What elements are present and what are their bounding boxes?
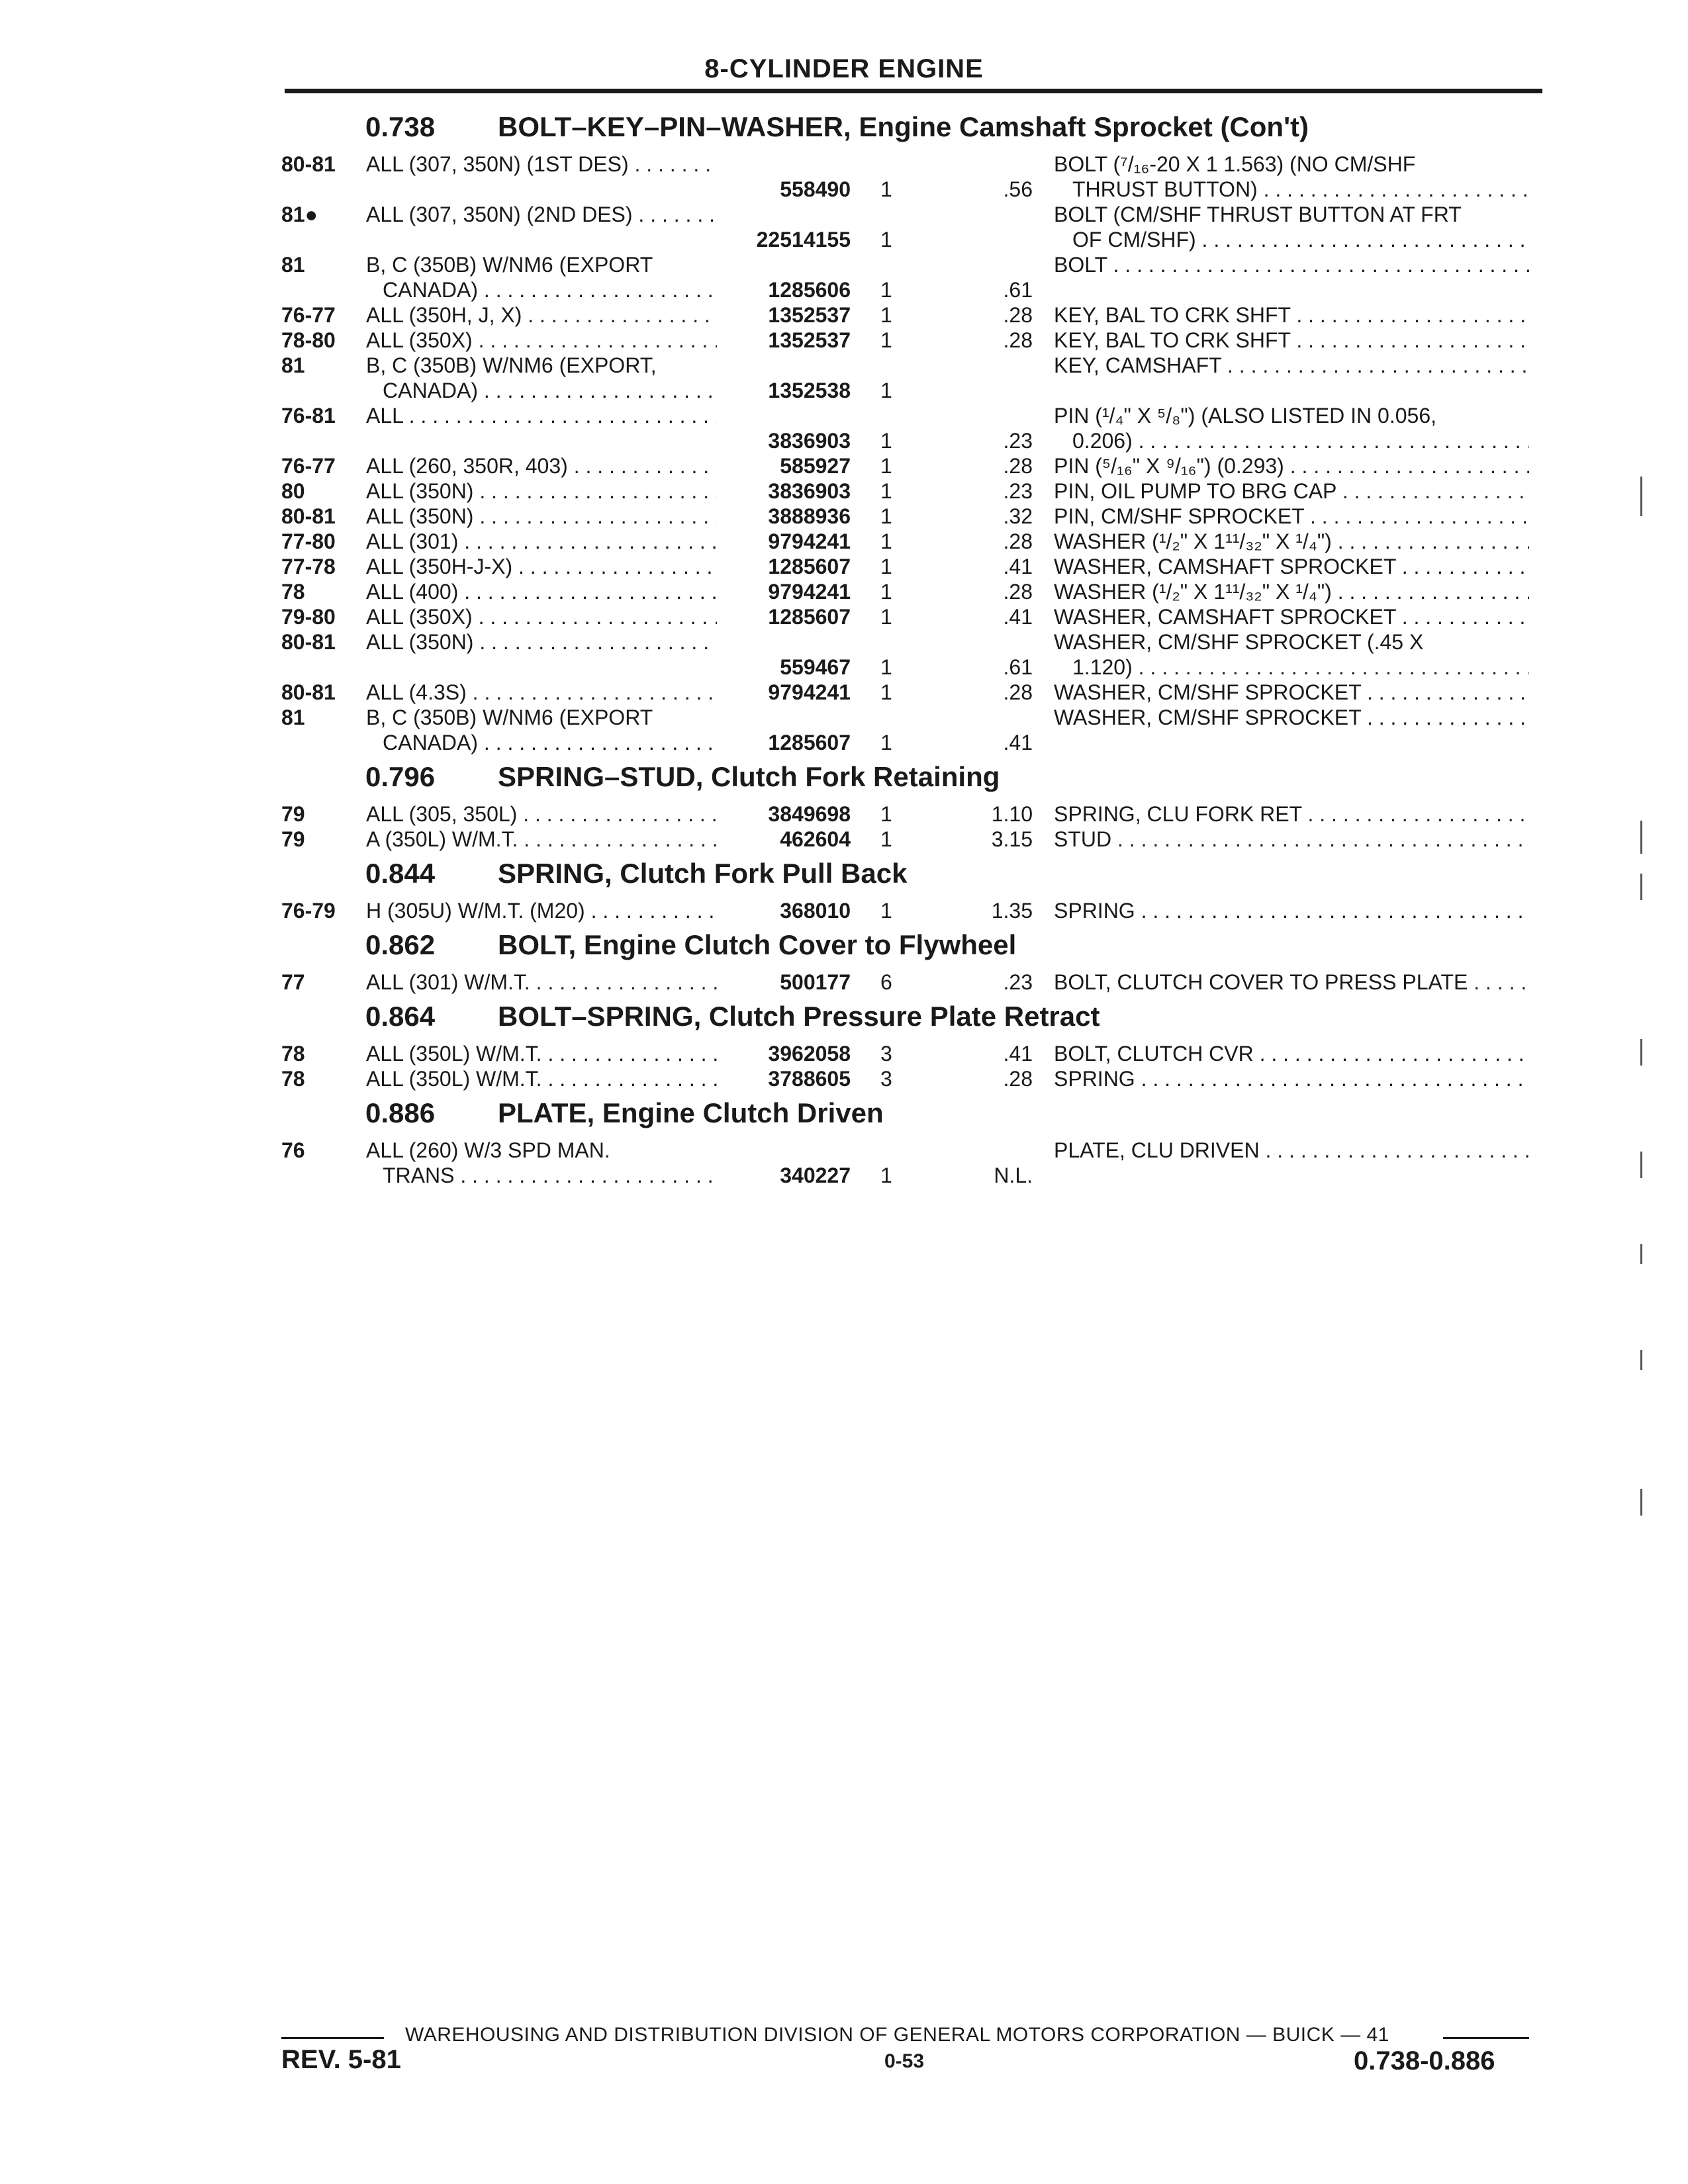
model-year: 76 <box>281 1138 305 1162</box>
footer-rule-left <box>281 2037 384 2039</box>
quantity: 1 <box>880 827 892 851</box>
margin-mark <box>1640 1152 1642 1178</box>
parts-row <box>0 529 1688 555</box>
part-description: BOLT . . . <box>1054 253 1529 277</box>
list-price: .61 <box>1003 655 1033 679</box>
application: ALL (350N) . . . <box>366 504 717 529</box>
quantity: 1 <box>880 1163 892 1187</box>
application: ALL (350L) W/M.T. . . . <box>366 1042 717 1066</box>
list-price: .41 <box>1003 605 1033 629</box>
model-year: 80-81 <box>281 504 336 528</box>
parts-row <box>0 605 1688 630</box>
section-title: SPRING–STUD, Clutch Fork Retaining <box>498 761 1000 792</box>
list-price: .41 <box>1003 731 1033 754</box>
parts-row <box>0 504 1688 529</box>
parts-row-line <box>0 228 1688 253</box>
parts-row <box>0 353 1688 404</box>
part-description: BOLT, CLUTCH CVR . . . <box>1054 1042 1529 1066</box>
parts-row-line <box>0 1138 1688 1163</box>
parts-row-line <box>0 899 1688 924</box>
section-number: 0.864 <box>365 1001 436 1032</box>
quantity: 1 <box>880 802 892 826</box>
parts-row-line <box>0 529 1688 555</box>
model-year: 77-80 <box>281 529 336 553</box>
application: B, C (350B) W/NM6 (EXPORT, <box>366 353 657 377</box>
parts-row-line <box>0 1163 1688 1189</box>
model-year: 80-81 <box>281 152 336 176</box>
section-heading <box>0 995 1688 1042</box>
application: CANADA) . . . <box>383 278 717 302</box>
section-heading <box>0 756 1688 802</box>
model-year: 76-77 <box>281 303 336 327</box>
quantity: 1 <box>880 177 892 201</box>
quantity: 1 <box>880 228 892 251</box>
part-number: 1352538 <box>768 379 851 402</box>
parts-row-line <box>0 680 1688 705</box>
parts-row-line <box>0 177 1688 203</box>
quantity: 1 <box>880 580 892 604</box>
application: H (305U) W/M.T. (M20) . . . <box>366 899 717 923</box>
part-description: KEY, BAL TO CRK SHFT . . . <box>1054 328 1529 353</box>
parts-row-line <box>0 454 1688 479</box>
quantity: 1 <box>880 555 892 578</box>
parts-row <box>0 899 1688 924</box>
parts-row-line <box>0 655 1688 680</box>
model-year: 81 <box>281 705 305 729</box>
part-number: 585927 <box>780 454 851 478</box>
list-price: .28 <box>1003 328 1033 352</box>
part-number: 3836903 <box>768 429 851 453</box>
list-price: .23 <box>1003 429 1033 453</box>
list-price: .28 <box>1003 303 1033 327</box>
section-title: PLATE, Engine Clutch Driven <box>498 1097 884 1128</box>
footer-publisher: WAREHOUSING AND DISTRIBUTION DIVISION OF GENERAL MOTORS CORPORATION — BUICK — 41 <box>405 2024 1389 2046</box>
model-year: 78 <box>281 1042 305 1066</box>
section-number: 0.738 <box>365 111 436 142</box>
parts-row-line <box>0 970 1688 995</box>
model-year: 76-79 <box>281 899 336 923</box>
part-number: 9794241 <box>768 680 851 704</box>
part-description: THRUST BUTTON) . . . <box>1072 177 1529 202</box>
quantity: 1 <box>880 731 892 754</box>
part-number: 368010 <box>780 899 851 923</box>
part-description: 1.120) . . . <box>1072 655 1529 680</box>
application: ALL (350N) . . . <box>366 630 717 655</box>
model-year: 78-80 <box>281 328 336 352</box>
list-price: .23 <box>1003 970 1033 994</box>
model-year: 78 <box>281 580 305 604</box>
parts-row <box>0 328 1688 353</box>
quantity: 1 <box>880 899 892 923</box>
part-number: 1285607 <box>768 555 851 578</box>
quantity: 1 <box>880 479 892 503</box>
parts-row <box>0 203 1688 253</box>
application: ALL (301) W/M.T. . . . <box>366 970 717 995</box>
application: ALL (400) . . . <box>366 580 717 604</box>
parts-row <box>0 404 1688 454</box>
section-title: BOLT–SPRING, Clutch Pressure Plate Retract <box>498 1001 1100 1032</box>
list-price: .28 <box>1003 454 1033 478</box>
part-description: KEY, CAMSHAFT . . . <box>1054 353 1529 378</box>
quantity: 3 <box>880 1067 892 1091</box>
model-year: 80-81 <box>281 630 336 654</box>
list-price: 1.10 <box>991 802 1033 826</box>
quantity: 3 <box>880 1042 892 1066</box>
part-description: BOLT, CLUTCH COVER TO PRESS PLATE . . . <box>1054 970 1529 995</box>
parts-row-line <box>0 1067 1688 1092</box>
list-price: 3.15 <box>991 827 1033 851</box>
model-year: 78 <box>281 1067 305 1091</box>
title-rule <box>285 89 1542 93</box>
parts-row-line <box>0 253 1688 278</box>
parts-row <box>0 454 1688 479</box>
quantity: 1 <box>880 605 892 629</box>
part-description: KEY, BAL TO CRK SHFT . . . <box>1054 303 1529 328</box>
list-price: .41 <box>1003 555 1033 578</box>
parts-row-line <box>0 580 1688 605</box>
part-description: WASHER, CM/SHF SPROCKET . . . <box>1054 705 1529 730</box>
part-description: WASHER (¹/₂" X 1¹¹/₃₂" X ¹/₄") . . . <box>1054 580 1529 604</box>
parts-row-line <box>0 705 1688 731</box>
part-number: 1352537 <box>768 303 851 327</box>
part-number: 9794241 <box>768 580 851 604</box>
list-price: .32 <box>1003 504 1033 528</box>
parts-row-line <box>0 555 1688 580</box>
part-number: 1285607 <box>768 605 851 629</box>
parts-row-line <box>0 605 1688 630</box>
application: ALL (307, 350N) (1ST DES) . . . <box>366 152 717 177</box>
margin-mark <box>1640 821 1642 854</box>
model-year: 76-81 <box>281 404 336 428</box>
model-year: 81 <box>281 353 305 377</box>
application: ALL (350X) . . . <box>366 328 717 353</box>
parts-row <box>0 827 1688 852</box>
parts-row <box>0 580 1688 605</box>
model-year: 81 <box>281 253 305 277</box>
section-heading <box>0 924 1688 970</box>
quantity: 1 <box>880 454 892 478</box>
application: ALL (301) . . . <box>366 529 717 554</box>
parts-row-line <box>0 429 1688 454</box>
model-year: 80 <box>281 479 305 503</box>
parts-row <box>0 705 1688 756</box>
application: ALL (350L) W/M.T. . . . <box>366 1067 717 1091</box>
application: ALL . . . <box>366 404 717 428</box>
model-year: 80-81 <box>281 680 336 704</box>
parts-row-line <box>0 1042 1688 1067</box>
part-description: SPRING . . . <box>1054 1067 1529 1091</box>
quantity: 1 <box>880 328 892 352</box>
parts-row <box>0 1042 1688 1067</box>
part-number: 3888936 <box>768 504 851 528</box>
part-number: 1285606 <box>768 278 851 302</box>
part-description: PIN (⁵/₁₆" X ⁹/₁₆") (0.293) . . . <box>1054 454 1529 478</box>
list-price: .28 <box>1003 1067 1033 1091</box>
section-title: BOLT, Engine Clutch Cover to Flywheel <box>498 929 1017 960</box>
model-year: 79-80 <box>281 605 336 629</box>
part-number: 1352537 <box>768 328 851 352</box>
part-description: WASHER, CM/SHF SPROCKET (.45 X <box>1054 630 1424 654</box>
parts-row-line <box>0 827 1688 852</box>
parts-row <box>0 680 1688 705</box>
application: CANADA) . . . <box>383 379 717 403</box>
footer-revision: REV. 5-81 <box>281 2045 401 2074</box>
part-description: SPRING, CLU FORK RET . . . <box>1054 802 1529 827</box>
list-price: .61 <box>1003 278 1033 302</box>
application: ALL (305, 350L) . . . <box>366 802 717 827</box>
parts-row-line <box>0 404 1688 429</box>
parts-row <box>0 555 1688 580</box>
part-description: WASHER, CAMSHAFT SPROCKET . . . <box>1054 605 1529 629</box>
part-number: 22514155 <box>756 228 851 251</box>
section-number: 0.862 <box>365 929 436 960</box>
parts-row <box>0 303 1688 328</box>
parts-row-line <box>0 152 1688 177</box>
application: A (350L) W/M.T. . . . <box>366 827 717 852</box>
section-number: 0.844 <box>365 858 436 889</box>
part-description: PIN, OIL PUMP TO BRG CAP . . . <box>1054 479 1529 504</box>
section-title: SPRING, Clutch Fork Pull Back <box>498 858 908 889</box>
part-number: 1285607 <box>768 731 851 754</box>
part-description: PLATE, CLU DRIVEN . . . <box>1054 1138 1529 1163</box>
application: TRANS . . . <box>383 1163 717 1188</box>
part-number: 3962058 <box>768 1042 851 1066</box>
quantity: 1 <box>880 504 892 528</box>
parts-row-line <box>0 479 1688 504</box>
part-number: 558490 <box>780 177 851 201</box>
part-description: STUD . . . <box>1054 827 1529 852</box>
part-number: 3836903 <box>768 479 851 503</box>
parts-row <box>0 1067 1688 1092</box>
application: ALL (260, 350R, 403) . . . <box>366 454 717 478</box>
margin-mark <box>1640 477 1642 516</box>
parts-row-line <box>0 278 1688 303</box>
model-year: 79 <box>281 802 305 826</box>
model-year: 77-78 <box>281 555 336 578</box>
parts-row-line <box>0 328 1688 353</box>
list-price: .56 <box>1003 177 1033 201</box>
parts-row <box>0 970 1688 995</box>
parts-row <box>0 479 1688 504</box>
application: ALL (350H, J, X) . . . <box>366 303 717 328</box>
model-year: 79 <box>281 827 305 851</box>
part-description: WASHER (¹/₂" X 1¹¹/₃₂" X ¹/₄") . . . <box>1054 529 1529 554</box>
footer-section-range: 0.738-0.886 <box>1354 2046 1495 2075</box>
parts-row-line <box>0 504 1688 529</box>
application: ALL (260) W/3 SPD MAN. <box>366 1138 610 1162</box>
section-number: 0.886 <box>365 1097 436 1128</box>
parts-row <box>0 630 1688 680</box>
part-description: BOLT (⁷/₁₆-20 X 1 1.563) (NO CM/SHF <box>1054 152 1416 176</box>
quantity: 1 <box>880 278 892 302</box>
section-heading <box>0 106 1688 152</box>
section-number: 0.796 <box>365 761 436 792</box>
quantity: 1 <box>880 379 892 402</box>
part-description: WASHER, CM/SHF SPROCKET . . . <box>1054 680 1529 705</box>
list-price: 1.35 <box>991 899 1033 923</box>
list-price: .28 <box>1003 680 1033 704</box>
parts-row <box>0 253 1688 303</box>
parts-row-line <box>0 379 1688 404</box>
part-description: WASHER, CAMSHAFT SPROCKET . . . <box>1054 555 1529 579</box>
part-description: OF CM/SHF) . . . <box>1072 228 1529 252</box>
margin-mark <box>1640 1350 1642 1370</box>
application: ALL (350N) . . . <box>366 479 717 504</box>
margin-mark <box>1640 1489 1642 1516</box>
footer-page-number: 0-53 <box>884 2050 925 2072</box>
model-year: 81● <box>281 203 318 226</box>
application: ALL (350X) . . . <box>366 605 717 629</box>
parts-row-line <box>0 731 1688 756</box>
parts-row-line <box>0 303 1688 328</box>
part-description: BOLT (CM/SHF THRUST BUTTON AT FRT <box>1054 203 1462 226</box>
application: ALL (307, 350N) (2ND DES) . . . <box>366 203 717 227</box>
list-price: .28 <box>1003 529 1033 553</box>
parts-row-line <box>0 353 1688 379</box>
quantity: 1 <box>880 303 892 327</box>
quantity: 6 <box>880 970 892 994</box>
part-number: 3788605 <box>768 1067 851 1091</box>
margin-mark <box>1640 1244 1642 1264</box>
model-year: 76-77 <box>281 454 336 478</box>
model-year: 77 <box>281 970 305 994</box>
part-description: PIN, CM/SHF SPROCKET . . . <box>1054 504 1529 529</box>
application: ALL (4.3S) . . . <box>366 680 717 705</box>
part-description: SPRING . . . <box>1054 899 1529 923</box>
application: B, C (350B) W/NM6 (EXPORT <box>366 705 653 729</box>
parts-row-line <box>0 630 1688 655</box>
parts-row-line <box>0 802 1688 827</box>
part-number: 340227 <box>780 1163 851 1187</box>
part-number: 500177 <box>780 970 851 994</box>
quantity: 1 <box>880 680 892 704</box>
application: B, C (350B) W/NM6 (EXPORT <box>366 253 653 277</box>
part-number: 9794241 <box>768 529 851 553</box>
parts-catalog-body <box>0 106 1688 1189</box>
quantity: 1 <box>880 529 892 553</box>
list-price: .28 <box>1003 580 1033 604</box>
part-number: 3849698 <box>768 802 851 826</box>
page-title: 8-CYLINDER ENGINE <box>704 54 984 83</box>
part-number: 462604 <box>780 827 851 851</box>
parts-row <box>0 1138 1688 1189</box>
parts-row <box>0 152 1688 203</box>
part-number: 559467 <box>780 655 851 679</box>
margin-mark <box>1640 1039 1642 1066</box>
margin-mark <box>1640 874 1642 900</box>
section-heading <box>0 1092 1688 1138</box>
application: CANADA) . . . <box>383 731 717 755</box>
parts-row <box>0 802 1688 827</box>
list-price: .23 <box>1003 479 1033 503</box>
part-description: 0.206) . . . <box>1072 429 1529 453</box>
footer-rule-right <box>1443 2037 1529 2039</box>
section-heading <box>0 852 1688 899</box>
list-price: N.L. <box>994 1163 1033 1187</box>
parts-row-line <box>0 203 1688 228</box>
part-description: PIN (¹/₄" X ⁵/₈") (ALSO LISTED IN 0.056, <box>1054 404 1437 428</box>
list-price: .41 <box>1003 1042 1033 1066</box>
application: ALL (350H-J-X) . . . <box>366 555 717 579</box>
section-title: BOLT–KEY–PIN–WASHER, Engine Camshaft Sprocket (Con't) <box>498 111 1309 142</box>
quantity: 1 <box>880 429 892 453</box>
quantity: 1 <box>880 655 892 679</box>
